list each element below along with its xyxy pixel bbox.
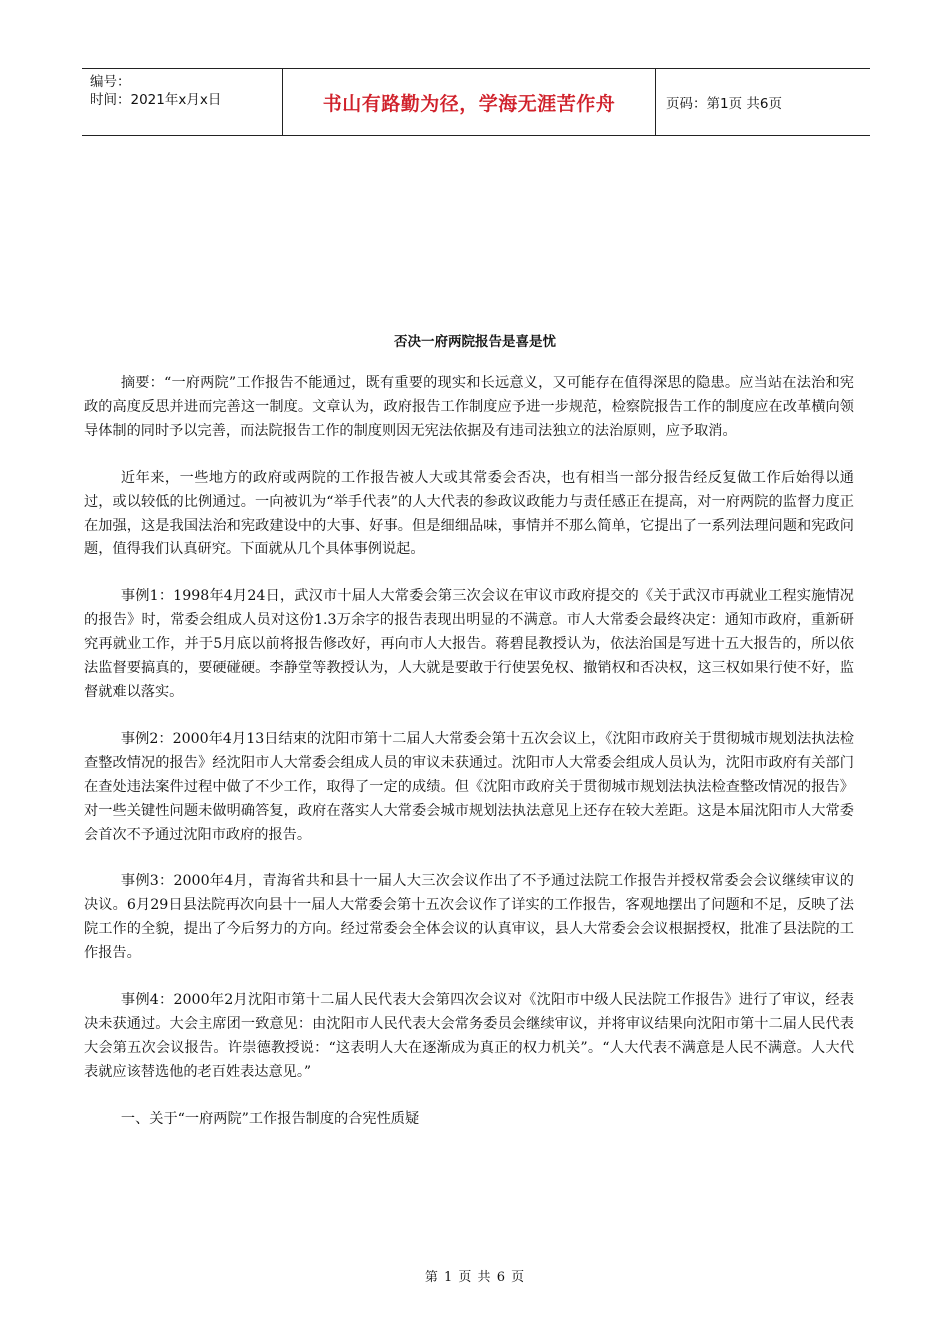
document-title: 否决一府两院报告是喜是忧 xyxy=(394,334,556,350)
header-meta-cell xyxy=(82,69,282,135)
example-paragraph: 事例1：1998年4月24日，武汉市十届人大常委会第三次会议在审议市政府提交的《关于武汉市再就业工程实施情况的报告》时，常委会组成人员对这份1.3万余字的报告表现出明显的不满意。市人大常委会最终决定：通知市政府，重新研究再就业工作，并于5月底以前将报告修改好，再向市人大报告。蒋碧昆教授认为，依法治国是写进十五大报告的，所以依法监督要搞真的，要硬碰硬。李静堂等教授认为，人大就是要敢于行使罢免权、撤销权和否决权，这三权如果行使不好，监督就难以落实。 xyxy=(84,588,854,700)
header-motto-cell xyxy=(282,69,656,135)
document-date-label: 时间：2021年x月x日 xyxy=(90,92,222,108)
section-heading: 一、关于“一府两院”工作报告制度的合宪性质疑 xyxy=(120,1110,420,1127)
motto-text: 书山有路勤为径，学海无涯苦作舟 xyxy=(322,92,616,115)
header-table xyxy=(82,68,870,136)
example-paragraph: 事例4：2000年2月沈阳市第十二届人民代表大会第四次会议对《沈阳市中级人民法院工作报告》进行了审议，经表决未获通过。大会主席团一致意见：由沈阳市人民代表大会常务委员会继续审议，并将审议结果向沈阳市第十二届人民代表大会第五次会议报告。许崇德教授说：“这表明人大在逐渐成为真正的权力机关”。“人大代表不满意是人民不满意。人大代表就应该替选他的老百姓表达意见。” xyxy=(84,992,854,1080)
body-paragraph: 近年来，一些地方的政府或两院的工作报告被人大或其常委会否决，也有相当一部分报告经反复做工作后始得以通过，或以较低的比例通过。一向被讥为“举手代表”的人大代表的参政议政能力与责任感正在提高，对一府两院的监督力度正在加强，这是我国法治和宪政建设中的大事、好事。但是细细品味，事情并不那么简单，它提出了一系列法理问题和宪政问题，值得我们认真研究。下面就从几个具体事例说起。 xyxy=(84,469,854,558)
example-paragraph: 事例2：2000年4月13日结束的沈阳市第十二届人大常委会第十五次会议上，《沈阳市政府关于贯彻城市规划法执法检查整改情况的报告》经沈阳市人大常委会组成人员的审议未获通过。沈阳市人大常委会组成人员认为，沈阳市政府有关部门在查处违法案件过程中做了不少工作，取得了一定的成绩。但《沈阳市政府关于贯彻城市规划法执法检查整改情况的报告》对一些关键性问题未做明确答复，政府在落实人大常委会城市规划法执法意见上还存在较大差距。这是本届沈阳市人大常委会首次不予通过沈阳市政府的报告。 xyxy=(84,730,854,843)
example-paragraph: 事例3：2000年4月，青海省共和县十一届人大三次会议作出了不予通过法院工作报告并授权常委会会议继续审议的决议。6月29日县法院再次向县十一届人大常委会第十五次会议作了详实的工作报告，客观地摆出了问题和不足，反映了法院工作的全貌，提出了今后努力的方向。经过常委会全体会议的认真审议，县人大常委会会议根据授权，批准了县法院的工作报告。 xyxy=(84,873,854,962)
document-number-label: 编号： xyxy=(90,74,131,90)
page-number-label: 页码：第1页 共6页 xyxy=(666,96,782,112)
abstract-paragraph: 摘要：“一府两院”工作报告不能通过，既有重要的现实和长远意义，又可能存在值得深思的隐患。应当站在法治和宪政的高度反思并进而完善这一制度。文章认为，政府报告工作制度应予进一步规范，检察院报告工作的制度应在改革横向领导体制的同时予以完善，而法院报告工作的制度则因无宪法依据及有违司法独立的法治原则，应予取消。 xyxy=(84,375,854,439)
page-footer: 第 1 页 共 6 页 xyxy=(424,1270,526,1285)
document-body xyxy=(84,372,854,1132)
header-page-cell xyxy=(656,69,870,135)
